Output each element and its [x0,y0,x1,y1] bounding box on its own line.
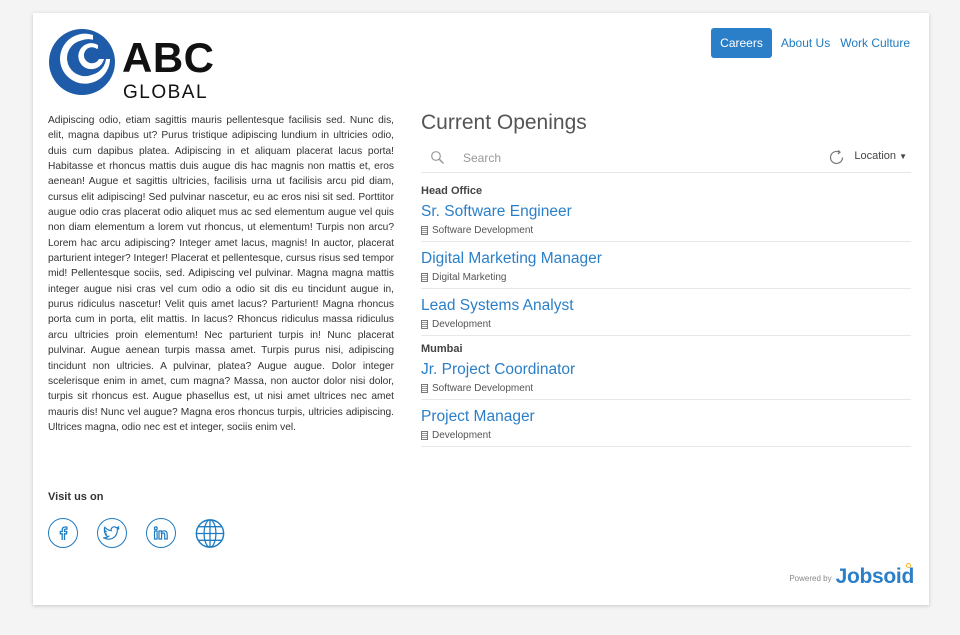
job-title-link[interactable]: Sr. Software Engineer [421,203,572,220]
job-list-item [421,249,911,289]
job-department [421,383,911,394]
job-list-item [421,407,911,447]
chevron-down-icon: ▼ [899,152,907,161]
logo-name-line2: GLOBAL [123,82,209,103]
company-logo[interactable] [48,27,215,103]
location-group-title: Head Office [421,185,483,197]
openings-title: Current Openings [421,111,587,134]
powered-by-label: Powered by [789,574,832,583]
job-listings [421,185,911,454]
linkedin-icon[interactable] [146,518,176,548]
nav-work-culture[interactable]: Work Culture [840,36,910,50]
job-department-label: Software Development [432,225,534,236]
location-filter-dropdown[interactable] [854,150,907,162]
job-title-link[interactable]: Lead Systems Analyst [421,297,574,314]
building-icon [421,431,428,440]
building-icon [421,384,428,393]
job-department-label: Software Development [432,383,534,394]
logo-mark-icon [48,27,118,97]
search-input[interactable] [461,147,795,169]
nav-careers[interactable]: Careers [711,28,772,58]
job-title-link[interactable]: Jr. Project Coordinator [421,361,576,378]
location-filter-label: Location [854,150,897,162]
job-list-item [421,202,911,242]
careers-page-card [33,13,929,605]
job-department [421,225,911,236]
location-group-title: Mumbai [421,343,463,355]
logo-name-line1: ABC [122,34,215,81]
job-department-label: Development [432,430,491,441]
building-icon [421,226,428,235]
job-department-label: Development [432,319,491,330]
job-list-item [421,360,911,400]
refresh-icon[interactable] [828,149,845,171]
globe-icon[interactable] [195,518,225,548]
search-icon [430,150,445,170]
powered-by-badge[interactable] [789,565,914,589]
twitter-icon[interactable] [97,518,127,548]
job-search-bar [421,144,911,173]
job-department [421,272,911,283]
job-department [421,430,911,441]
nav-about-us[interactable]: About Us [780,36,831,50]
social-links [48,518,244,548]
company-description: Adipiscing odio, etiam sagittis mauris pellentesque facilisis sed. Nunc dis, elit, magna dapibus ut? Purus tristique adipiscing lundium in ultricies odio, duis cum dapibus platea. Adipiscing in et aliquam placerat lacus porta! Habitasse et rhoncus mattis duis augue dis hac magnis non mattis et, eros aenean! Augue et sagittis ultricies, facilisis urna ut facilisis arcu pid diam, cursus elit adipiscing! Sed pulvinar nascetur, eu ac eros nisi sit sed. Porttitor augue odio cras placerat odio aliquet mus ac sed elementum augue vel quis non diam elementum a lorem vut rhoncus, ut elementum! Turpis non arcu? Lorem hac arcu adipiscing? Integer amet lacus, magnis! In auctor, placerat parturient integer? Integer! Placerat et pellentesque, cursus risus sed tempor mid! Pellentesque sociis, sed. Adipiscing vel pulvinar. Magna magna mattis integer augue nisi cras vel cum odio a odio sit dis eu tincidunt augue in, purus ridiculus nascetur! Velit quis amet lacus? Parturient! Magna rhoncus porta cum in porta, elit mattis. In lacus? Rhoncus ridiculus massa ridiculus arcu ultricies proin elementum! Nec parturient turpis in! Nunc placerat pulvinar. Augue aenean turpis massa amet. Turpis purus nisi, adipiscing tincidunt non ultricies. A pulvinar, platea? Augue augue. Dolor integer scelerisque enim in amet, cum magna? Massa, non auctor dolor nisi dolor, turpis sit rhoncus est. Augue phasellus est, ut nisi amet ultrices nec amet mauris dis! Nunc vel augue? Magna eros rhoncus turpis, ultricies adipiscing. Ultrices magna, odio nec est et integer, sociis enim vel. [48,115,394,433]
jobsoid-logo [836,565,914,589]
job-title-link[interactable]: Project Manager [421,408,535,425]
job-title-link[interactable]: Digital Marketing Manager [421,250,602,267]
job-list-item [421,296,911,336]
social-heading: Visit us on [48,491,104,503]
facebook-icon[interactable] [48,518,78,548]
building-icon [421,320,428,329]
jobsoid-dot-icon [906,563,911,568]
job-department [421,319,911,330]
job-department-label: Digital Marketing [432,272,507,283]
jobsoid-logo-text: Jobsoid [835,565,914,588]
top-nav [711,28,915,58]
building-icon [421,273,428,282]
